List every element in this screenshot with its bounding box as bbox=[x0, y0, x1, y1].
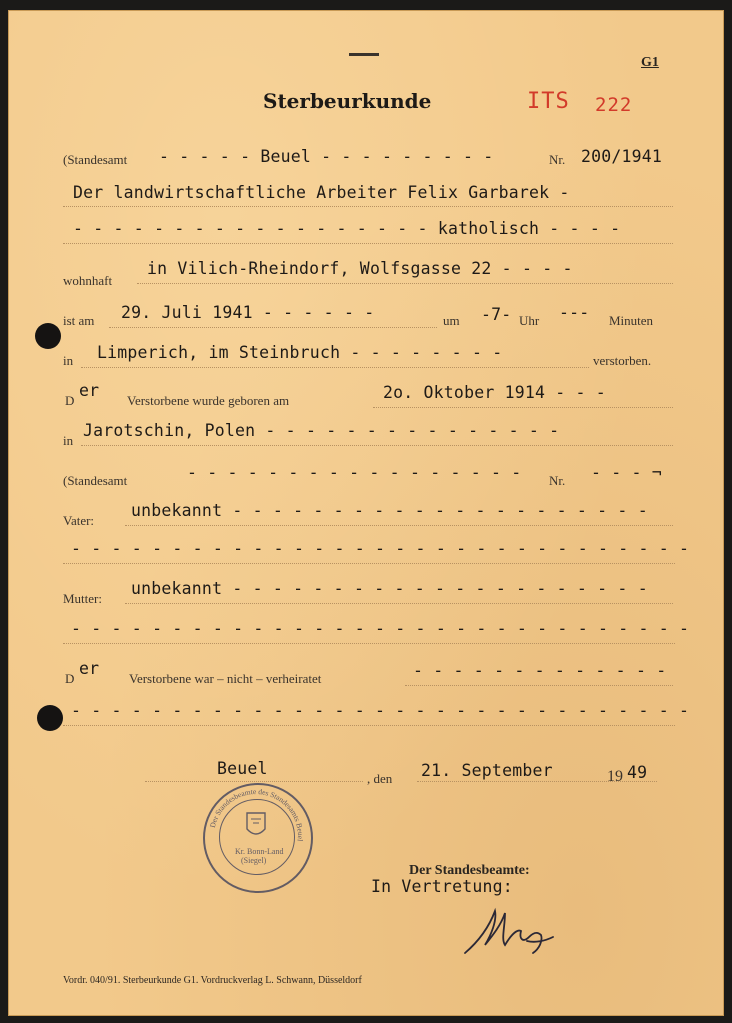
standesamt-value: - - - - - Beuel - - - - - - - - - bbox=[159, 147, 494, 166]
birth-date: 2o. Oktober 1914 - - - bbox=[383, 383, 606, 402]
um-label: um bbox=[443, 313, 460, 328]
register-number: 200/1941 bbox=[581, 147, 663, 166]
person-line: Der landwirtschaftliche Arbeiter Felix Garbarek - bbox=[73, 183, 570, 202]
death-place: Limperich, im Steinbruch - - - - - - - - bbox=[97, 343, 503, 362]
death-certificate bbox=[8, 10, 724, 1016]
d-label: D bbox=[65, 393, 75, 408]
religion-line: - - - - - - - - - - - - - - - - - - katholisch - - - - bbox=[73, 219, 621, 238]
ist-am-label: ist am bbox=[63, 313, 95, 328]
minutes-value: --- bbox=[559, 303, 590, 322]
minuten-label: Minuten bbox=[609, 313, 654, 328]
birth-place: Jarotschin, Polen - - - - - - - - - - - - - - - bbox=[83, 421, 560, 440]
mother-value: unbekannt - - - - - - - - - - - - - - - - - - - - - bbox=[131, 579, 648, 598]
seal-word: (Siegel) bbox=[241, 856, 267, 865]
den-label: , den bbox=[367, 771, 393, 786]
nr2-value: - - - ¬ bbox=[591, 463, 662, 482]
official-seal bbox=[203, 783, 313, 893]
in-label-birth: in bbox=[63, 433, 74, 448]
mother-line-2: - - - - - - - - - - - - - - - - - - - - - - - - - - - - - - - bbox=[71, 619, 690, 638]
seal-ring-text: Der Standesbeamte des Standesamts Beuel bbox=[207, 786, 306, 842]
form-footer: Vordr. 040/91. Sterbeurkunde G1. Vordruckverlag L. Schwann, Düsseldorf bbox=[63, 975, 362, 986]
uhr-label: Uhr bbox=[519, 313, 540, 328]
nr2-label: Nr. bbox=[549, 473, 566, 488]
geboren-label: Verstorbene wurde geboren am bbox=[127, 393, 290, 408]
residence-value: in Vilich-Rheindorf, Wolfsgasse 22 - - - - bbox=[147, 259, 573, 278]
wohnhaft-label: wohnhaft bbox=[63, 273, 113, 288]
its-stamp: ITS bbox=[527, 89, 570, 114]
gender-suffix-2: er bbox=[79, 659, 100, 678]
issue-place: Beuel bbox=[217, 759, 268, 778]
verstorben-label: verstorben. bbox=[593, 353, 652, 368]
father-value: unbekannt - - - - - - - - - - - - - - - - - - - - - bbox=[131, 501, 648, 520]
document-title: Sterbeurkunde bbox=[263, 89, 432, 113]
year-suffix: 49 bbox=[627, 763, 648, 782]
its-stamp-number: 222 bbox=[595, 94, 633, 116]
year-prefix: 19 bbox=[607, 768, 623, 785]
top-mark bbox=[349, 53, 379, 56]
seal-region: Kr. Bonn-Land bbox=[235, 847, 284, 856]
hour-value: -7- bbox=[481, 305, 512, 324]
mutter-label: Mutter: bbox=[63, 591, 102, 606]
gender-suffix: er bbox=[79, 381, 100, 400]
deputy-label: In Vertretung: bbox=[371, 877, 513, 896]
standesamt2-label: (Standesamt bbox=[63, 473, 128, 488]
vater-label: Vater: bbox=[63, 513, 95, 528]
father-line-2: - - - - - - - - - - - - - - - - - - - - - - - - - - - - - - - bbox=[71, 539, 690, 558]
registrar-label: Der Standesbeamte: bbox=[409, 863, 530, 878]
marital-dashes: - - - - - - - - - - - - - bbox=[413, 661, 667, 680]
standesamt-label: (Standesamt bbox=[63, 152, 128, 167]
death-date: 29. Juli 1941 - - - - - - bbox=[121, 303, 375, 322]
in-label: in bbox=[63, 353, 74, 368]
marital-status-label: Verstorbene war – nicht – verheiratet bbox=[129, 671, 322, 686]
nr-label: Nr. bbox=[549, 152, 566, 167]
handwritten-signature bbox=[461, 901, 557, 957]
issue-date: 21. September bbox=[421, 761, 553, 780]
standesamt2-value: - - - - - - - - - - - - - - - - - bbox=[187, 463, 522, 482]
form-code: G1 bbox=[641, 55, 659, 70]
bottom-dashes: - - - - - - - - - - - - - - - - - - - - - - - - - - - - - - - bbox=[71, 701, 690, 720]
d-label-2: D bbox=[65, 671, 75, 686]
punch-hole-mark bbox=[35, 323, 61, 349]
punch-hole-mark bbox=[37, 705, 63, 731]
